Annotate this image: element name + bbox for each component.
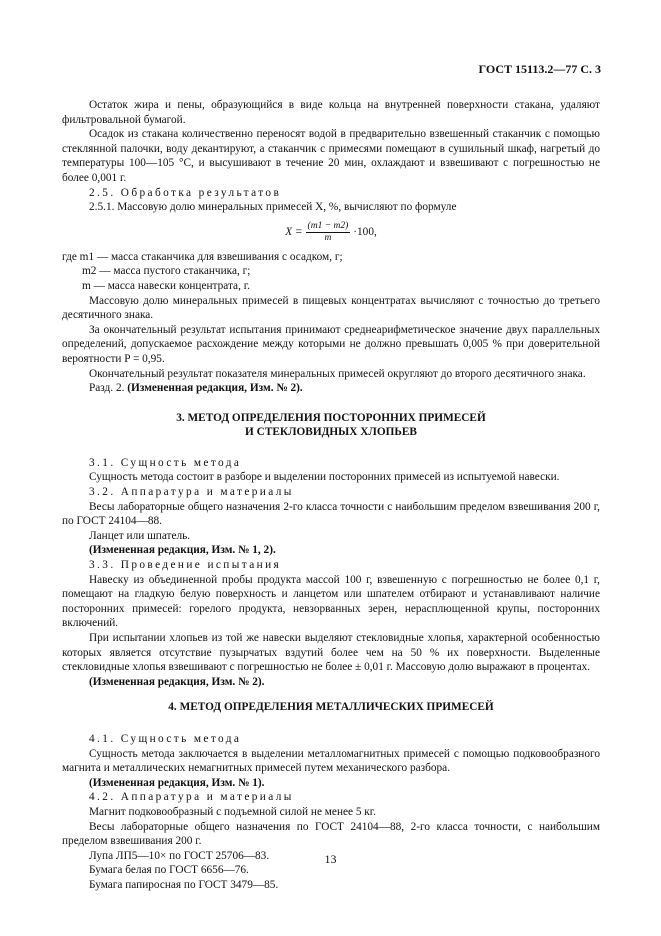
formula	[62, 219, 600, 247]
subsection-heading: 4.1. Сущность метода	[89, 732, 242, 745]
amendment-text: (Измененная редакция, Изм. № 2).	[127, 382, 303, 395]
amendment-note	[62, 381, 600, 396]
paragraph: Бумага папиросная по ГОСТ 3479—85.	[89, 878, 279, 891]
where-line: где m1 — масса стаканчика для взвешивания с осадком, г;	[62, 250, 343, 263]
paragraph: Весы лабораторные общего назначения 2-го класса точности с наибольшим пределом взвешивания 200 г, по ГОСТ 24104—88.	[62, 500, 600, 528]
paragraph: 2.5.1. Массовую долю минеральных примесей X, %, вычисляют по формуле	[89, 201, 457, 214]
formula-numerator: (m1 − m2)	[307, 221, 349, 232]
amendment-section: Разд. 2.	[89, 382, 125, 395]
paragraph: За окончательный результат испытания принимают среднеарифметическое значение двух параллельных определений, допускаемое расхождение между которыми не должно превышать 0,005 % при доверительной вероятности P = 0,95.	[62, 323, 600, 365]
formula-lhs: X =	[285, 226, 303, 239]
paragraph: Ланцет или шпатель.	[89, 529, 191, 542]
paragraph: Осадок из стакана количественно переносят водой в предварительно взвешенный стаканчик с помощью стеклянной палочки, воду декантируют, а стаканчик с примесями помещают в сушильный шкаф, нагретый до температуры 100—105 °С, и высушивают в течение 20 мин, охлаждают и взвешивают с погрешностью не более 0,001 г.	[62, 128, 600, 184]
running-header: ГОСТ 15113.2—77 С. 3	[478, 62, 601, 76]
page-body	[62, 98, 600, 893]
paragraph: Весы лабораторные общего назначения по ГОСТ 24104—88, 2-го класса точности, с наибольшим пределом взвешивания 200 г.	[62, 820, 600, 848]
where-line: m — масса навески концентрата, г.	[82, 279, 250, 292]
paragraph: Массовую долю минеральных примесей в пищевых концентратах вычисляют с точностью до третьего десятичного знака.	[62, 294, 600, 322]
amendment-note: (Измененная редакция, Изм. № 1).	[89, 776, 265, 789]
page-number: 13	[324, 852, 337, 866]
subsection-heading: 4.2. Аппаратура и материалы	[89, 791, 294, 804]
section-title-line: И СТЕКЛОВИДНЫХ ХЛОПЬЕВ	[245, 426, 417, 439]
paragraph: Лупа ЛП5—10× по ГОСТ 25706—83.	[89, 849, 270, 862]
section-3-title	[62, 411, 600, 440]
paragraph: Магнит подковообразный с подъемной силой не менее 5 кг.	[89, 805, 376, 818]
subsection-heading: 2.5. Обработка результатов	[89, 186, 282, 199]
formula-fraction	[306, 221, 351, 244]
section-title-line: 3. МЕТОД ОПРЕДЕЛЕНИЯ ПОСТОРОННИХ ПРИМЕСЕЙ	[176, 411, 486, 424]
paragraph: Сущность метода состоит в разборе и выделении посторонних примесей из испытуемой навески.	[89, 471, 560, 484]
amendment-note: (Измененная редакция, Изм. № 1, 2).	[89, 544, 276, 557]
paragraph: При испытании хлопьев из той же навески выделяют стекловидные хлопья, характерной особенностью которых является отсутствие пузырчатых вздутий более чем на 50 % их поверхности. Выделенные стекловидные хлопья взвешивают с погрешностью не более ± 0,01 г. Массовую долю выражают в процентах.	[62, 632, 600, 674]
subsection-heading: 3.1. Сущность метода	[89, 456, 242, 469]
paragraph: Навеску из объединенной пробы продукта массой 100 г, взвешенную с погрешностью не более 0,1 г, помещают на гладкую белую поверхность и ланцетом или шпателем отбирают и устанавливают наличие посторонних примесей: горелого продукта, невзорванных зерен, нерасплющенной крупы, посторонних включений.	[62, 573, 600, 630]
formula-denominator: m	[324, 233, 332, 244]
paragraph: Бумага белая по ГОСТ 6656—76.	[89, 864, 249, 877]
formula-rhs: ·100,	[353, 226, 377, 239]
paragraph: Остаток жира и пены, образующийся в виде кольца на внутренней поверхности стакана, удаляют фильтровальной бумагой.	[62, 99, 600, 126]
amendment-note: (Измененная редакция, Изм. № 2).	[89, 675, 265, 688]
subsection-heading: 3.2. Аппаратура и материалы	[89, 486, 294, 499]
paragraph: Сущность метода заключается в выделении металломагнитных примесей с помощью подковообразного магнита и металлических немагнитных примесей путем механического разбора.	[62, 747, 600, 775]
where-line: m2 — масса пустого стаканчика, г;	[82, 265, 251, 278]
subsection-heading: 3.3. Проведение испытания	[89, 559, 282, 572]
section-4-title	[62, 700, 600, 715]
paragraph: Окончательный результат показателя минеральных примесей округляют до второго десятичного знака.	[89, 367, 586, 380]
section-title-line: 4. МЕТОД ОПРЕДЕЛЕНИЯ МЕТАЛЛИЧЕСКИХ ПРИМЕСЕЙ	[168, 701, 494, 714]
